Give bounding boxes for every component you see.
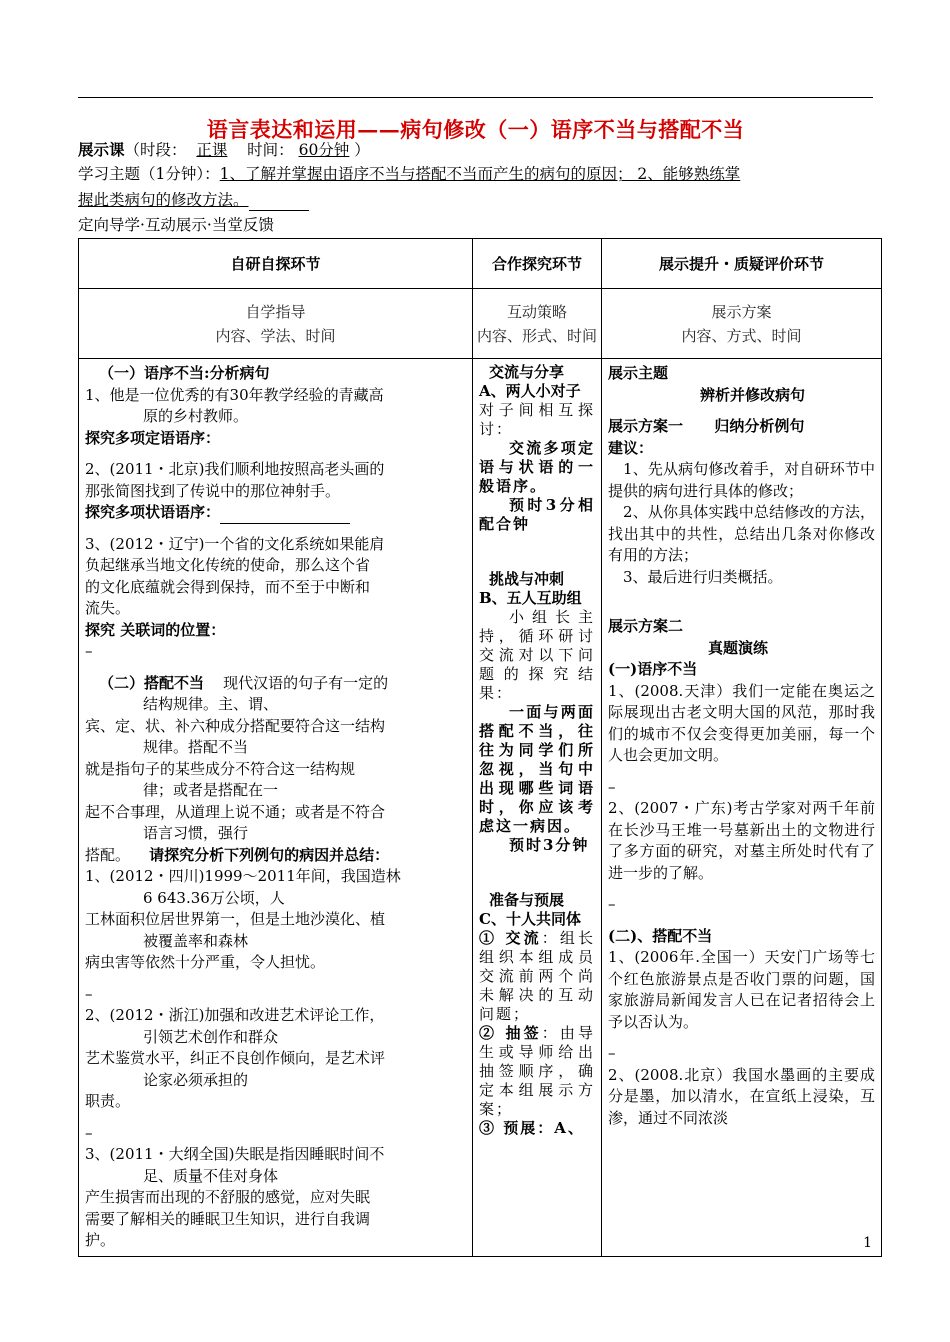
practice-3-cont2: 产生损害而出现的不舒服的感觉，应对失眠 xyxy=(85,1188,371,1206)
time-label: 时间： xyxy=(247,141,294,159)
suggestion-2: 2、从你具体实践中总结修改的方法，找出其中的共性，总结出几条对你修改有用的方法； xyxy=(608,503,875,564)
heading-attributive-order: 探究多项定语语序： xyxy=(85,428,221,447)
cooperation-cell xyxy=(473,359,602,1257)
topic-line-1 xyxy=(78,163,878,185)
header-cooperation: 合作探究环节 xyxy=(473,239,602,289)
practice-3-cont3: 需要了解相关的睡眠卫生知识，进行自我调 xyxy=(85,1209,371,1228)
group10-item-1-label: ① 交流 xyxy=(479,929,542,947)
question-1-cont: 原的乡村教师。 xyxy=(143,407,249,425)
collocation-task-line xyxy=(85,845,466,867)
exercise-4: 2、(2008.北京）我国水墨画的主要成分是墨，加以清水，在宣纸上浸染，互渗，通过不同浓淡 xyxy=(608,1065,875,1127)
question-3-cont2: 的文化底蕴就会得到保持，而不至于中断和 xyxy=(85,577,371,596)
practice-1-cont3: 被覆盖率和森林 xyxy=(143,931,249,950)
collocation-text-h: 语言习惯，强行 xyxy=(143,824,249,842)
pair-subtitle: A、两人小对子 xyxy=(479,382,581,400)
heading-adverbial-order-text: 探究多项状语语序： xyxy=(85,503,221,521)
topic-text-2: 握此类病句的修改方法。 xyxy=(78,191,249,209)
period-value: 正课 xyxy=(196,141,228,159)
dash-mark-3: – xyxy=(85,1123,93,1142)
group10-title: 准备与预展 xyxy=(489,891,565,909)
dash-mark-4: – xyxy=(608,777,616,796)
question-3-cont3: 流失。 xyxy=(85,599,131,617)
pair-text-3: 预时3分相配合钟 xyxy=(479,496,595,533)
pair-text-2: 交流多项定语与状语的一般语序。 xyxy=(479,439,595,495)
subheader-col1-title: 自学指导 xyxy=(245,302,306,321)
question-2: 2、(2011・北京)我们顺利地按照高老头画的 xyxy=(85,460,385,478)
dash-mark-2: – xyxy=(85,984,93,1003)
collocation-text-i: 搭配。 xyxy=(85,845,131,864)
section-collocation-exercises: (二)、搭配不当 xyxy=(608,926,713,945)
plan-2-title: 真题演练 xyxy=(708,638,769,657)
suggestion-label: 建议： xyxy=(608,438,654,457)
topic-text-1: 1、了解并掌握由语序不当与搭配不当而产生的病句的原因； 2、能够熟练掌 xyxy=(219,165,741,183)
group10-subtitle: C、十人共同体 xyxy=(479,910,581,928)
collocation-text-e: 就是指句子的某些成分不符合这一结构规 xyxy=(85,759,356,778)
group5-text-3: 预时3分钟 xyxy=(509,836,590,854)
page-number: 1 xyxy=(863,1235,872,1251)
subheader-col1-detail: 内容、学法、时间 xyxy=(215,326,336,345)
suggestion-3: 3、最后进行归类概括。 xyxy=(623,567,783,586)
subheader-col3-title: 展示方案 xyxy=(711,302,772,321)
question-3-cont1: 负起继承当地文化传统的使命，那么这个省 xyxy=(85,556,371,574)
collocation-text-f: 律；或者是搭配在一 xyxy=(143,781,279,799)
lesson-label: 展示课 xyxy=(78,140,125,159)
practice-3: 3、(2011・大纲全国)失眠是指因睡眠时间不 xyxy=(85,1145,385,1163)
subheader-col2-detail: 内容、形式、时间 xyxy=(476,326,597,345)
header-self-study: 自研自探环节 xyxy=(79,239,473,289)
main-table xyxy=(78,238,882,1257)
collocation-task: 请探究分析下列例句的病因并总结： xyxy=(149,845,390,864)
collocation-text-a: 现代汉语的句子有一定的 xyxy=(223,673,389,692)
practice-2-cont1: 引领艺术创作和群众 xyxy=(143,1027,279,1046)
group10-item-1-text: ：组长组织本组成员交流前两个尚未解决的互动问题； xyxy=(479,929,595,1023)
plan-1-heading xyxy=(608,416,875,438)
subheader-col2 xyxy=(473,289,602,359)
plan-1-title: 归纳分析例句 xyxy=(714,417,805,435)
section-collocation-title: （二）搭配不当 xyxy=(99,673,205,692)
practice-2-cont2: 艺术鉴赏水平，纠正不良创作倾向，是艺术评 xyxy=(85,1049,386,1067)
subheader-row xyxy=(79,289,882,359)
collocation-text-d: 规律。搭配不当 xyxy=(143,738,249,756)
guide-line: 定向导学·互动展示·当堂反馈 xyxy=(78,216,274,234)
group10-item-2 xyxy=(479,1024,595,1119)
practice-1-cont2: 工林面积位居世界第一，但是土地沙漠化、植 xyxy=(85,910,386,928)
subheader-col2-title: 互动策略 xyxy=(506,302,567,321)
answer-blank xyxy=(220,509,350,524)
practice-1: 1、(2012・四川)1999～2011年间，我国造林 xyxy=(85,867,401,885)
plan-1-label: 展示方案一 xyxy=(608,417,684,435)
section-word-order-exercises: (一)语序不当 xyxy=(608,660,698,678)
plan-2-label: 展示方案二 xyxy=(608,617,684,635)
content-row xyxy=(79,359,882,1257)
group10-item-1 xyxy=(479,929,595,1024)
question-1: 1、他是一位优秀的有30年教学经验的青藏高 xyxy=(85,385,384,404)
group10-item-2-label: ② 抽签 xyxy=(479,1024,542,1042)
theme-label: 展示主题 xyxy=(608,364,669,382)
group5-subtitle: B、五人互助组 xyxy=(479,589,582,607)
pair-text-1: 对子间相互探讨： xyxy=(479,401,595,438)
practice-2-cont3: 论家必须承担的 xyxy=(143,1070,249,1089)
group5-text-1: 小组长主持，循环研讨交流对以下问题的探究结果： xyxy=(479,608,595,702)
question-2-cont: 那张简图找到了传说中的那位神射手。 xyxy=(85,481,341,500)
header-row xyxy=(79,239,882,289)
practice-1-cont4: 病虫害等依然十分严重，令人担忧。 xyxy=(85,953,326,971)
subheader-col3 xyxy=(602,289,882,359)
section-word-order-title: （一）语序不当:分析病句 xyxy=(99,364,270,382)
topic-blank xyxy=(249,196,309,211)
dash-mark-6: – xyxy=(608,1044,616,1062)
group5-title: 挑战与冲刺 xyxy=(489,570,565,588)
time-suffix: ） xyxy=(354,141,370,159)
group5-text-2: 一面与两面搭配不当，往往为同学们所忽视，当句中出现哪些词语时，你应该考虑这一病因。 xyxy=(479,703,595,835)
section-collocation-intro xyxy=(85,673,466,695)
suggestion-1: 1、先从病句修改着手，对自研环节中提供的病句进行具体的修改； xyxy=(608,460,875,500)
practice-1-cont1: 6 643.36万公顷，人 xyxy=(143,888,285,907)
presentation-cell xyxy=(602,359,882,1257)
practice-2: 2、(2012・浙江)加强和改进艺术评论工作， xyxy=(85,1006,385,1024)
exercise-3: 1、(2006年.全国一）天安门广场等七个红色旅游景点是否收门票的问题，国家旅游局新闻发言人已在记者招待会上予以否认为。 xyxy=(608,948,875,1031)
practice-3-cont4: 护。 xyxy=(85,1231,116,1249)
topic-line-2 xyxy=(78,189,878,211)
period-prefix: （时段： xyxy=(124,141,187,159)
group10-item-2-text: ：由导生或导师给出抽签顺序，确定本组展示方案； xyxy=(479,1024,595,1118)
lesson-meta xyxy=(78,139,878,161)
practice-3-cont1: 足、质量不佳对身体 xyxy=(143,1166,279,1185)
header-presentation: 展示提升・质疑评价环节 xyxy=(602,239,882,289)
self-study-cell xyxy=(79,359,473,1257)
subheader-col1 xyxy=(79,289,473,359)
pair-title: 交流与分享 xyxy=(489,363,565,381)
subheader-col3-detail: 内容、方式、时间 xyxy=(681,326,802,345)
dash-mark: – xyxy=(85,642,93,660)
group10-item-3-label: ③ 预展 xyxy=(479,1119,538,1137)
time-value: 60分钟 xyxy=(298,141,350,159)
group10-item-3-text: ：A、 xyxy=(537,1119,585,1137)
collocation-text-c: 宾、定、状、补六种成分搭配要符合这一结构 xyxy=(85,716,386,735)
practice-2-cont4: 职责。 xyxy=(85,1092,131,1110)
exercise-1: 1、(2008.天津）我们一定能在奥运之际展现出古老文明大国的风范，那时我们的城市不仅会变得更加美丽，每一个人也会更加文明。 xyxy=(608,681,875,764)
document-title: 语言表达和运用——病句修改（一）语序不当与搭配不当 xyxy=(206,117,745,142)
dash-mark-5: – xyxy=(608,895,616,913)
topic-prefix: 学习主题（1分钟）： xyxy=(78,165,220,183)
collocation-text-g: 起不合事理，从道理上说不通；或者是不符合 xyxy=(85,802,386,821)
theme-title: 辨析并修改病句 xyxy=(700,385,806,404)
collocation-text-b: 结构规律。主、谓、 xyxy=(143,695,279,713)
exercise-2: 2、(2007・广东)考古学家对两千年前在长沙马王堆一号墓新出土的文物进行了多方面的研究，对墓主所处时代有了进一步的了解。 xyxy=(608,799,875,882)
top-rule xyxy=(78,97,873,98)
heading-conjunction-position: 探究 关联词的位置： xyxy=(85,620,226,639)
group10-item-3 xyxy=(479,1119,595,1138)
heading-adverbial-order xyxy=(85,502,466,524)
question-3: 3、(2012・辽宁)一个省的文化系统如果能肩 xyxy=(85,534,385,553)
